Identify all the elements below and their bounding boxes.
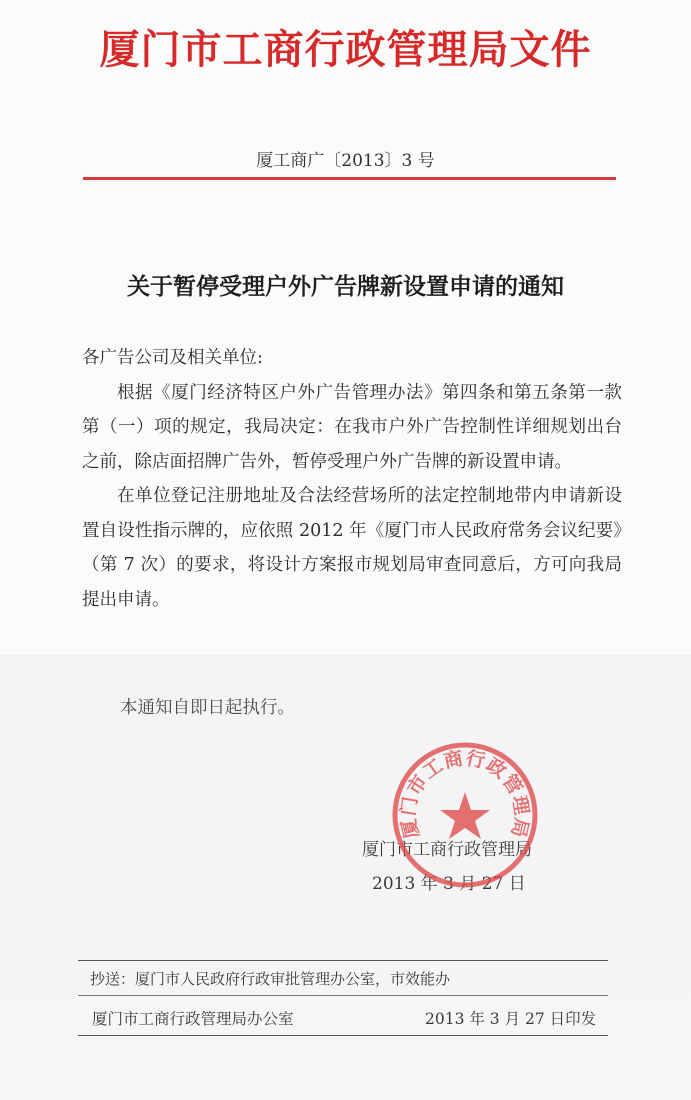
footer-rule-top <box>78 960 608 961</box>
notice-title: 关于暂停受理户外广告牌新设置申请的通知 <box>127 273 564 300</box>
cc-recipients: 抄送：厦门市人民政府行政审批管理办公室，市效能办 <box>90 970 451 988</box>
official-seal <box>390 740 540 890</box>
footer-rule-bottom <box>78 1035 608 1036</box>
signature-organization: 厦门市工商行政管理局 <box>362 840 532 860</box>
signature-date: 2013 年 3 月 27 日 <box>372 874 526 894</box>
document-header-title: 厦门市工商行政管理局文件 <box>99 27 592 73</box>
effective-statement: 本通知自即日起执行。 <box>120 698 295 718</box>
footer-rule-middle <box>78 995 608 996</box>
body-paragraph: 在单位登记注册地址及合法经营场所的法定控制地带内申请新设置自设性指示牌的，应依照 2012 年《厦门市人民政府常务会议纪要》（第 7 次）的要求，将设计方案报市规划局审查同意后，方可向我局提出申请。 <box>82 486 622 610</box>
seal-star-icon <box>440 792 490 839</box>
scan-shading <box>0 655 691 1100</box>
svg-text:厦门市工商行政管理局: 厦门市工商行政管理局 <box>397 747 533 841</box>
salutation: 各广告公司及相关单位: <box>82 348 263 368</box>
red-divider <box>83 177 616 180</box>
print-date: 2013 年 3 月 27 日印发 <box>425 1010 597 1028</box>
document-number: 厦工商广〔2013〕3 号 <box>256 151 435 171</box>
notice-body <box>82 341 622 617</box>
body-paragraph: 根据《厦门经济特区户外广告管理办法》第四条和第五条第一款第（一）项的规定，我局决定：在我市户外广告控制性详细规划出台之前，除店面招牌广告外，暂停受理户外广告牌的新设置申请。 <box>82 382 622 472</box>
issuing-office: 厦门市工商行政管理局办公室 <box>92 1010 294 1028</box>
